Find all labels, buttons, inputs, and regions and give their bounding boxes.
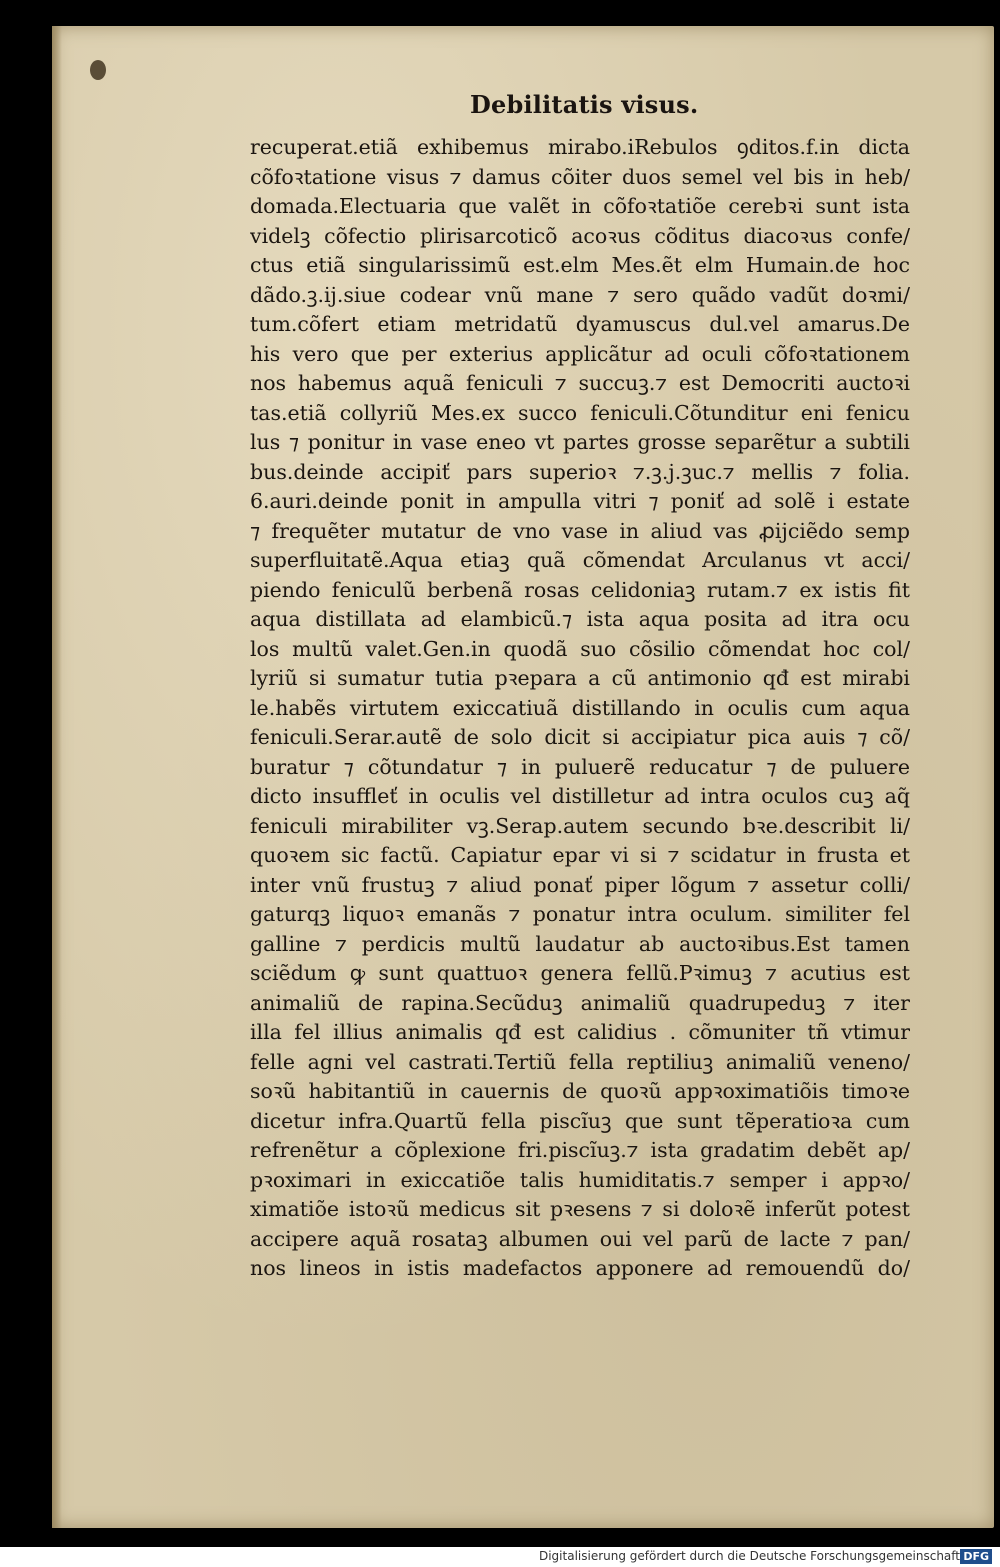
text-line: le.habẽs virtutem exiccatiuã distillando in oculis cum aqua [250,695,910,720]
text-line: bus.deinde accipiť pars superioꝛ ⁊.ꝫ.j.ꝫuc.⁊ mellis ⁊ folia. [250,459,910,484]
text-line: tum.cõfert etiam metridatũ dyamuscus dul.vel amarus.De [250,312,910,336]
text-line: sciẽdum ꝙ sunt quattuoꝛ genera fellũ.Pꝛimuꝫ ⁊ acutius est [250,961,910,985]
text-line: felle agni vel castrati.Tertiũ fella reptiliuꝫ animaliũ veneno/ [250,1049,910,1074]
text-line: feniculi.Serar.autẽ de solo dicit si accipiatur pica auis ⁊ cõ/ [250,725,910,749]
text-line: pꝛoximari in exiccatiõe talis humiditatis.⁊ semper i appꝛo/ [250,1167,910,1192]
text-line: lyriũ si sumatur tutia pꝛepara a cũ antimonio qđ est mirabi [250,666,910,690]
text-line: domada.Electuaria que valẽt in cõfoꝛtatiõe cerebꝛi sunt ista [250,194,910,218]
text-line: refrenẽtur a cõplexione fri.piscĩuꝫ.⁊ ista gradatim debẽt ap/ [250,1138,910,1162]
text-line: ⁊ frequẽter mutatur de vno vase in aliud vas ꝓijciẽdo semp [250,518,910,543]
text-line: recuperat.etiã exhibemus mirabo.iRebulos ꝯditos.f.in dicta [250,135,910,159]
text-line: superfluitatẽ.Aqua etiaꝫ quã cõmendat Arculanus vt acci/ [250,548,910,572]
text-line: dicetur infra.Quartũ fella piscĩuꝫ que sunt tẽperatioꝛa cum [250,1108,910,1133]
text-line: gaturqꝫ liquoꝛ emanãs ⁊ ponatur intra oculum. similiter fel [250,902,910,926]
text-line: aqua distillata ad elambicũ.⁊ ista aqua posita ad itra ocu [250,607,910,631]
footer-credit: Digitalisierung gefördert durch die Deutsche Forschungsgemeinschaft [538,1549,960,1563]
text-line: his vero que per exterius applicãtur ad oculi cõfoꝛtationem [250,341,910,366]
text-line: ximatiõe istoꝛũ medicus sit pꝛesens ⁊ si doloꝛẽ inferũt potest [250,1197,910,1221]
text-line: accipere aquã rosataꝫ albumen oui vel parũ de lacte ⁊ pan/ [250,1226,910,1251]
text-line: feniculi mirabiliter vꝫ.Serap.autem secundo bꝛe.describit li/ [250,813,910,838]
text-line: cõfoꝛtatione visus ⁊ damus cõiter duos semel vel bis in heb/ [250,164,910,189]
text-line: galline ⁊ perdicis multũ laudatur ab auctoꝛibus.Est tamen [250,931,910,956]
text-line: piendo feniculũ berbenã rosas celidoniaꝫ rutam.⁊ ex istis fit [250,577,910,602]
text-line: dicto insuffleť in oculis vel distilletur ad intra oculos cuꝫ aq̃ [250,784,910,808]
text-line: soꝛũ habitantiũ in cauernis de quoꝛũ appꝛoximatiõis timoꝛe [250,1079,910,1103]
ink-stain [90,60,106,80]
text-line: buratur ⁊ cõtundatur ⁊ in puluerẽ reducatur ⁊ de puluere [250,754,910,779]
text-line: tas.etiã collyriũ Mes.ex succo feniculi.Cõtunditur eni fenicu [250,400,910,425]
text-line: animaliũ de rapina.Secũduꝫ animaliũ quadrupeduꝫ ⁊ iter [250,990,910,1015]
text-line: illa fel illius animalis qđ est calidius . cõmuniter tñ vtimur [250,1020,910,1044]
text-line: nos habemus aquã feniculi ⁊ succuꝫ.⁊ est Democriti auctoꝛi [250,371,910,395]
text-line: lus ⁊ ponitur in vase eneo vt partes grosse separẽtur a subtili [250,430,910,454]
running-head: Debilitatis visus. [470,90,699,119]
text-line: inter vnũ frustuꝫ ⁊ aliud ponať piper lõgum ⁊ assetur colli/ [250,872,910,897]
text-line: videlꝫ cõfectio plirisarcoticõ acoꝛus cõditus diacoꝛus confe/ [250,223,910,248]
text-line: quoꝛem sic factũ. Capiatur epar vi si ⁊ scidatur in frusta et [250,843,910,867]
text-line: los multũ valet.Gen.in quodã suo cõsilio cõmendat hoc col/ [250,636,910,661]
body-text [250,133,910,1284]
dfg-logo: DFG [960,1549,992,1564]
text-line: dãdo.ꝫ.ij.siue codear vnũ mane ⁊ sero quãdo vadũt doꝛmi/ [250,282,910,307]
text-line: ctus etiã singularissimũ est.elm Mes.ẽt elm Humain.de hoc [250,253,910,277]
page-edge-shadow [52,26,62,1528]
text-line: nos lineos in istis madefactos apponere ad remouendũ do/ [250,1256,910,1280]
text-line: 6.auri.deinde ponit in ampulla vitri ⁊ poniť ad solẽ i estate [250,489,910,513]
